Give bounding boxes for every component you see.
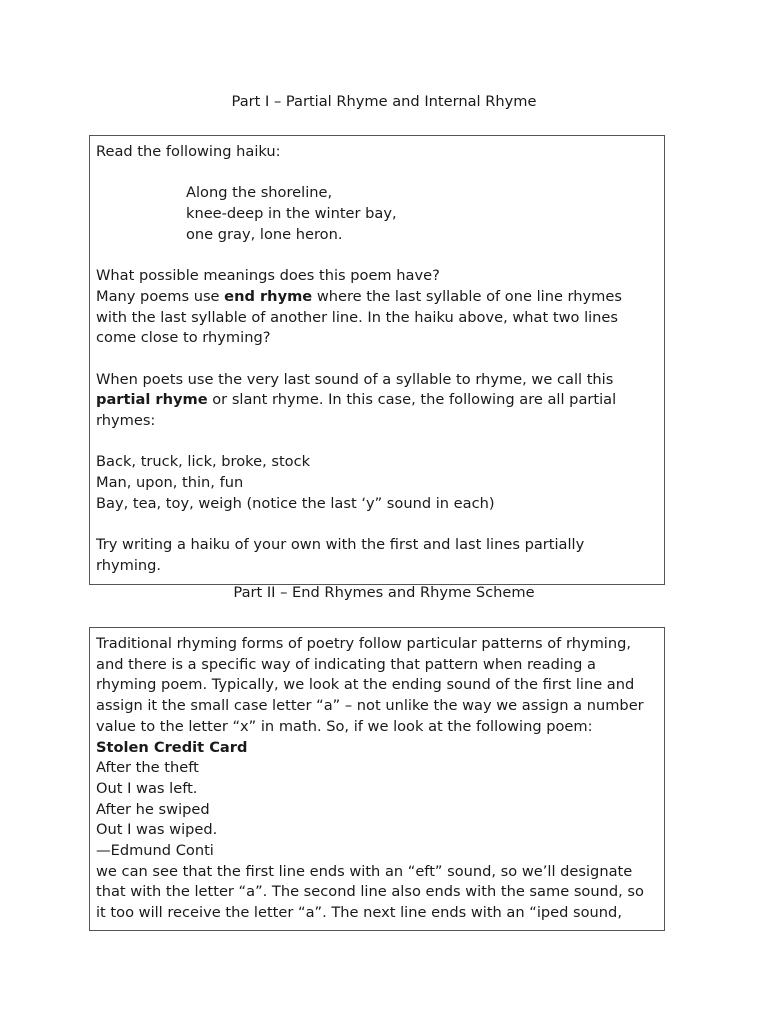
spacer xyxy=(96,163,664,184)
part2-heading: Part II – End Rhymes and Rhyme Scheme xyxy=(233,584,535,601)
part1-heading: Part I – Partial Rhyme and Internal Rhyme xyxy=(231,93,537,110)
partial-rhyme-post: or slant rhyme. In this case, the following are all partial xyxy=(207,391,617,409)
poem-line-1: After the theft xyxy=(96,759,199,777)
partial-rhyme-term: partial rhyme xyxy=(96,391,208,409)
task-line-1: Try writing a haiku of your own with the first and last lines partially xyxy=(96,536,585,554)
spacer xyxy=(96,515,664,536)
poem-line-3: After he swiped xyxy=(96,800,210,818)
example-line-2: Man, upon, thin, fun xyxy=(96,474,244,492)
end-rhyme-post: where the last syllable of one line rhymes xyxy=(312,287,622,305)
analysis-line-3: it too will receive the letter “a”. The next line ends with an “iped sound, xyxy=(96,904,622,922)
haiku-line-3: one gray, lone heron. xyxy=(186,225,343,243)
intro-line-2: and there is a specific way of indicating that pattern when reading a xyxy=(96,655,596,673)
end-rhyme-term: end rhyme xyxy=(224,287,313,305)
end-rhyme-line-2: with the last syllable of another line. In the haiku above, what two lines xyxy=(96,308,619,326)
spacer xyxy=(96,432,664,453)
task-line-2: rhyming. xyxy=(96,556,162,574)
end-rhyme-pre: Many poems use xyxy=(96,287,225,305)
analysis-line-2: that with the letter “a”. The second line also ends with the same sound, so xyxy=(96,883,644,901)
spacer xyxy=(96,246,664,267)
poem-title-text: Stolen Credit Card xyxy=(96,738,248,756)
partial-rhyme-line-1: When poets use the very last sound of a syllable to rhyme, we call this xyxy=(96,370,614,388)
end-rhyme-line-3: come close to rhyming? xyxy=(96,329,271,347)
part1-box xyxy=(89,135,665,585)
partial-rhyme-line-2 xyxy=(96,390,664,411)
haiku-line-1: Along the shoreline, xyxy=(186,184,333,202)
poem-title xyxy=(96,738,664,759)
partial-rhyme-line-3: rhymes: xyxy=(96,412,156,430)
intro-line-5: value to the letter “x” in math. So, if we look at the following poem: xyxy=(96,717,593,735)
haiku-intro: Read the following haiku: xyxy=(96,143,281,160)
intro-line-1: Traditional rhyming forms of poetry follow particular patterns of rhyming, xyxy=(96,635,632,652)
poem-line-2: Out I was left. xyxy=(96,779,198,797)
spacer xyxy=(96,349,664,370)
example-line-3: Bay, tea, toy, weigh (notice the last ‘y” sound in each) xyxy=(96,494,495,512)
poem-line-4: Out I was wiped. xyxy=(96,821,218,839)
part2-box xyxy=(89,627,665,931)
intro-line-4: assign it the small case letter “a” – not unlike the way we assign a number xyxy=(96,697,644,715)
poem-author: —Edmund Conti xyxy=(96,842,214,860)
analysis-line-1: we can see that the first line ends with an “eft” sound, so we’ll designate xyxy=(96,862,633,880)
haiku-line-2: knee-deep in the winter bay, xyxy=(186,205,397,223)
example-line-1: Back, truck, lick, broke, stock xyxy=(96,453,311,471)
intro-line-3: rhyming poem. Typically, we look at the ending sound of the first line and xyxy=(96,676,635,694)
end-rhyme-line-1 xyxy=(96,287,664,308)
meaning-question: What possible meanings does this poem have? xyxy=(96,267,440,285)
